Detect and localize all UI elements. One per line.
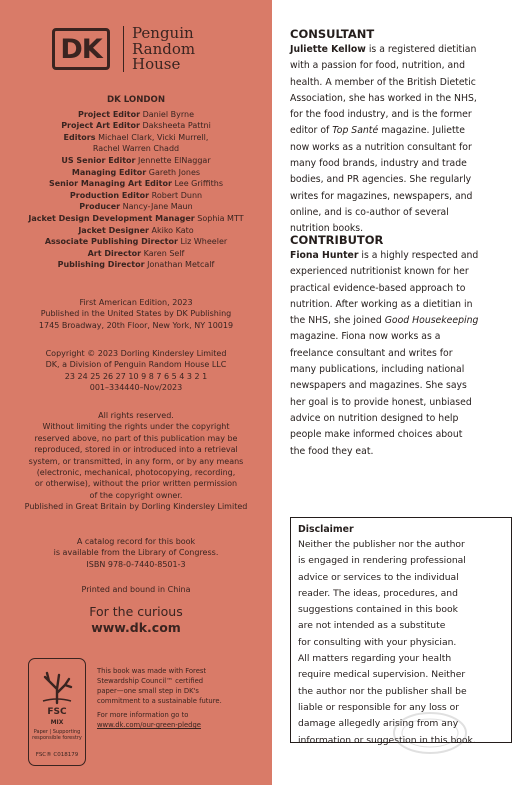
contributor-line: nutrition. After working as a dietitian in [290,298,473,310]
consultant-line: health. A member of the British Dietetic [290,76,476,88]
fsc-badge: FSC MIX Paper | Supporting responsible forestry FSC® C018179 [28,658,86,766]
contributor-line: experienced nutritionist known for her [290,266,469,278]
watermark-stamp [390,708,470,758]
consultant-heading: CONSULTANT [290,27,375,41]
consultant-line: Juliette Kellow is a registered dietitian [290,44,477,55]
contributor-line: the food they eat. [290,445,374,457]
fsc-tree-icon [37,667,77,707]
credit-row: Rachel Warren Chadd [92,144,180,154]
printed-in: Printed and bound in China [81,585,191,594]
contributor-line: her goal is to provide honest, unbiased [290,396,472,408]
consultant-line: Association, she has worked in the NHS, [290,92,477,104]
dk-penguin-random-house-logo [52,26,237,74]
consultant-line: writes for magazines, newspapers, and [290,190,473,202]
consultant-bio [290,42,512,238]
logo-divider [123,26,124,72]
consultant-line: bodies, and PR agencies. She regularly [290,174,472,186]
catalog-record: A catalog record for this book is available from the Library of Congress. ISBN 978-0-7440-8501-3 [53,537,219,569]
consultant-line: editor of Top Santé magazine. Juliette [290,125,465,137]
contributor-line: magazine. Fiona now works as a [290,331,441,343]
credit-row: US Senior Editor Jennette ElNaggar [61,155,211,165]
credits-heading: DK LONDON [106,95,166,105]
contributor-heading: CONTRIBUTOR [290,233,384,247]
fsc-note: This book was made with Forest Stewardship Council™ certified paper—one small step in DK's commitment to a sustainable future. For more information go to www.dk.com/our-green-pledge [97,666,262,730]
credits-list [0,95,272,271]
disclaimer-title: Disclaimer [298,524,354,535]
consultant-line: for the food industry, and is the former [290,109,472,121]
credit-row: Producer Nancy-Jane Maun [79,202,193,212]
consultant-line: many food brands, industry and trade [290,158,467,170]
contributor-line: the NHS, she joined Good Housekeeping [290,315,479,327]
credit-row: Project Art Editor Daksheeta Pattni [61,121,211,131]
contributor-line: newspapers and magazines. She says [290,380,467,392]
credit-row: Managing Editor Gareth Jones [71,167,201,177]
consultant-line: online, and is co-author of several [290,206,449,218]
contributor-line: practical evidence-based approach to [290,282,466,294]
contributor-line: Fiona Hunter is a highly respected and [290,250,479,261]
contributor-line: people make informed choices about [290,429,463,441]
credit-row: Jacket Designer Akiko Kato [78,225,194,235]
green-pledge-link[interactable]: www.dk.com/our-green-pledge [97,721,201,729]
contributor-bio [290,248,512,460]
tagline-block [0,604,272,636]
credit-row: Editors Michael Clark, Vicki Murrell, [63,132,209,142]
consultant-line: with a passion for food, nutrition, and [290,60,465,72]
credit-row: Production Editor Robert Dunn [69,190,203,200]
credit-row: Jacket Design Development Manager Sophia MTT [28,213,244,223]
publisher-name: Penguin Random House [132,24,196,73]
edition-info: First American Edition, 2023 Published in the United States by DK Publishing 1745 Broadway, 20th Floor, New York, NY 10019 [38,298,234,330]
credit-row: Art Director Karen Self [87,248,185,258]
credit-row: Associate Publishing Director Liz Wheeler [44,237,228,247]
bio-panel [272,0,520,785]
contributor-line: advice on nutrition designed to help [290,412,459,424]
dk-logo: DK [52,28,110,70]
website-link[interactable]: www.dk.com [91,620,181,635]
consultant-line: now works as a nutrition consultant for [290,141,472,153]
rights-notice: All rights reserved. Without limiting the rights under the copyright reserved above, no part of this publication may be reproduced, stored in or introduced into a retrieval system, or transmitted, in any form, or by any means (electronic, mechanical, photocopying, recording, or otherwise), without the prior written permission of the copyright owner. Published in Great Britain by Dorling Kindersley Limited [24,411,248,512]
disclaimer-text: Neither the publisher nor the author is engaged in rendering professional advice or services to the individual reader. The ideas, procedures, and suggestions contained in this book are not intended as a substitute for consulting with your physician. All matters regarding your health require medical supervision. Neither the author nor the publisher shall be liable or responsible for any loss or damage allegedly arising from any information or suggestion in this book. [298,539,476,746]
copyright-info: Copyright © 2023 Dorling Kindersley Limited DK, a Division of Penguin Random House LLC 23 24 25 26 27 10 9 8 7 6 5 4 3 2 1 001–334440–Nov/2023 [45,349,227,393]
contributor-line: many publications, including national [290,364,465,376]
tagline: For the curious [89,604,183,619]
consultant-line: nutrition books. [290,223,364,235]
credit-row: Publishing Director Jonathan Metcalf [57,260,215,270]
credit-row: Project Editor Daniel Byrne [78,109,194,119]
credit-row: Senior Managing Art Editor Lee Griffiths [48,179,223,189]
contributor-line: freelance consultant and writes for [290,347,453,359]
